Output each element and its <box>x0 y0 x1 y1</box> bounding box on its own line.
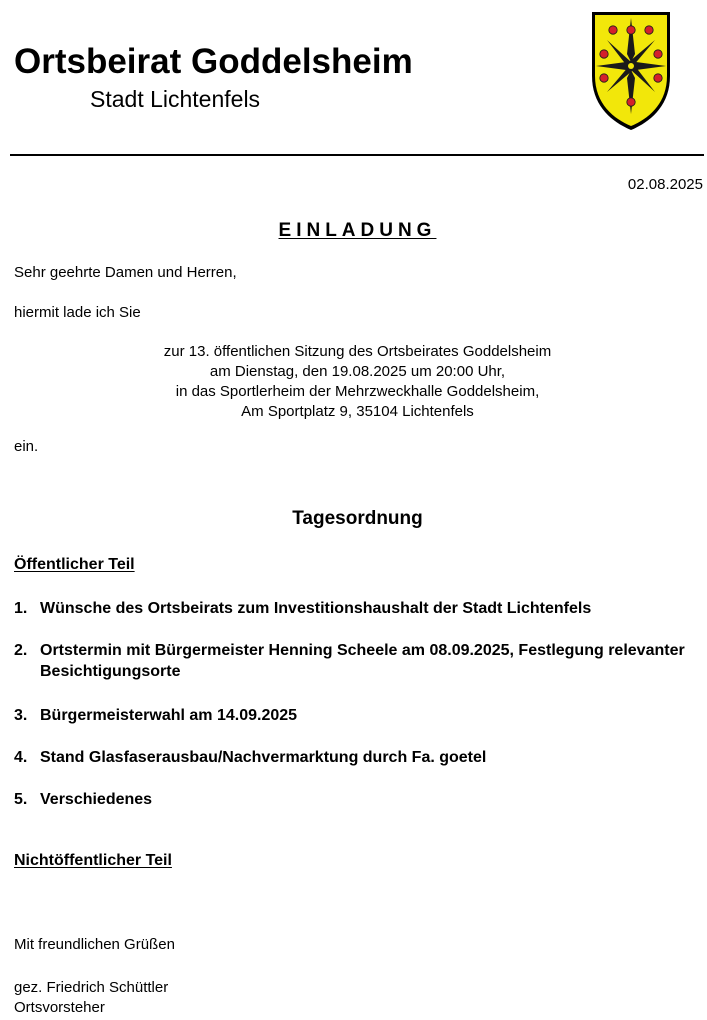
meeting-details-line: Am Sportplatz 9, 35104 Lichtenfels <box>241 403 474 420</box>
letter-date: 02.08.2025 <box>627 176 703 193</box>
invitation-heading: EINLADUNG <box>278 220 437 241</box>
intro-line: hiermit lade ich Sie <box>14 304 141 321</box>
closing-greeting: Mit freundlichen Grüßen <box>14 936 175 953</box>
meeting-details-line: in das Sportlerheim der Mehrzweckhalle Goddelsheim, <box>175 383 540 400</box>
header-divider <box>10 154 704 156</box>
private-section-heading: Nichtöffentlicher Teil <box>14 852 172 869</box>
agenda-item-text: Wünsche des Ortsbeirats zum Investitionshaushalt der Stadt Lichtenfels <box>40 600 592 617</box>
agenda-item-text: Bürgermeisterwahl am 14.09.2025 <box>40 707 298 724</box>
agenda-item <box>14 789 704 810</box>
agenda-item <box>14 598 704 619</box>
agenda-item-text: Stand Glasfaserausbau/Nachvermarktung durch Fa. goetel <box>40 749 487 766</box>
agenda-item <box>14 640 704 682</box>
agenda-item-number: 3. <box>14 707 28 724</box>
agenda-item-number: 5. <box>14 791 28 808</box>
organization-title: Ortsbeirat Goddelsheim <box>14 42 413 81</box>
coat-of-arms-icon <box>590 10 672 132</box>
meeting-details <box>0 342 707 422</box>
meeting-details-line: am Dienstag, den 19.08.2025 um 20:00 Uhr, <box>209 363 506 380</box>
signature-name: gez. Friedrich Schüttler <box>14 979 169 996</box>
agenda-item-number: 1. <box>14 600 28 617</box>
meeting-details-line: zur 13. öffentlichen Sitzung des Ortsbeirates Goddelsheim <box>163 343 552 360</box>
invitation-heading-wrapper <box>0 220 707 242</box>
closing-word: ein. <box>14 438 39 455</box>
agenda-item-number: 4. <box>14 749 28 766</box>
agenda-item <box>14 705 704 726</box>
city-subtitle: Stadt Lichtenfels <box>90 86 261 112</box>
public-section-heading: Öffentlicher Teil <box>14 556 135 573</box>
signature-role: Ortsvorsteher <box>14 999 105 1016</box>
agenda-item-number: 2. <box>14 642 28 659</box>
agenda-item-text: Ortstermin mit Bürgermeister Henning Scheele am 08.09.2025, Festlegung relevanter Besichtigungsorte <box>40 642 685 680</box>
agenda-heading: Tagesordnung <box>292 508 423 529</box>
agenda-item <box>14 747 704 768</box>
salutation: Sehr geehrte Damen und Herren, <box>14 264 237 281</box>
agenda-item-text: Verschiedenes <box>40 791 153 808</box>
